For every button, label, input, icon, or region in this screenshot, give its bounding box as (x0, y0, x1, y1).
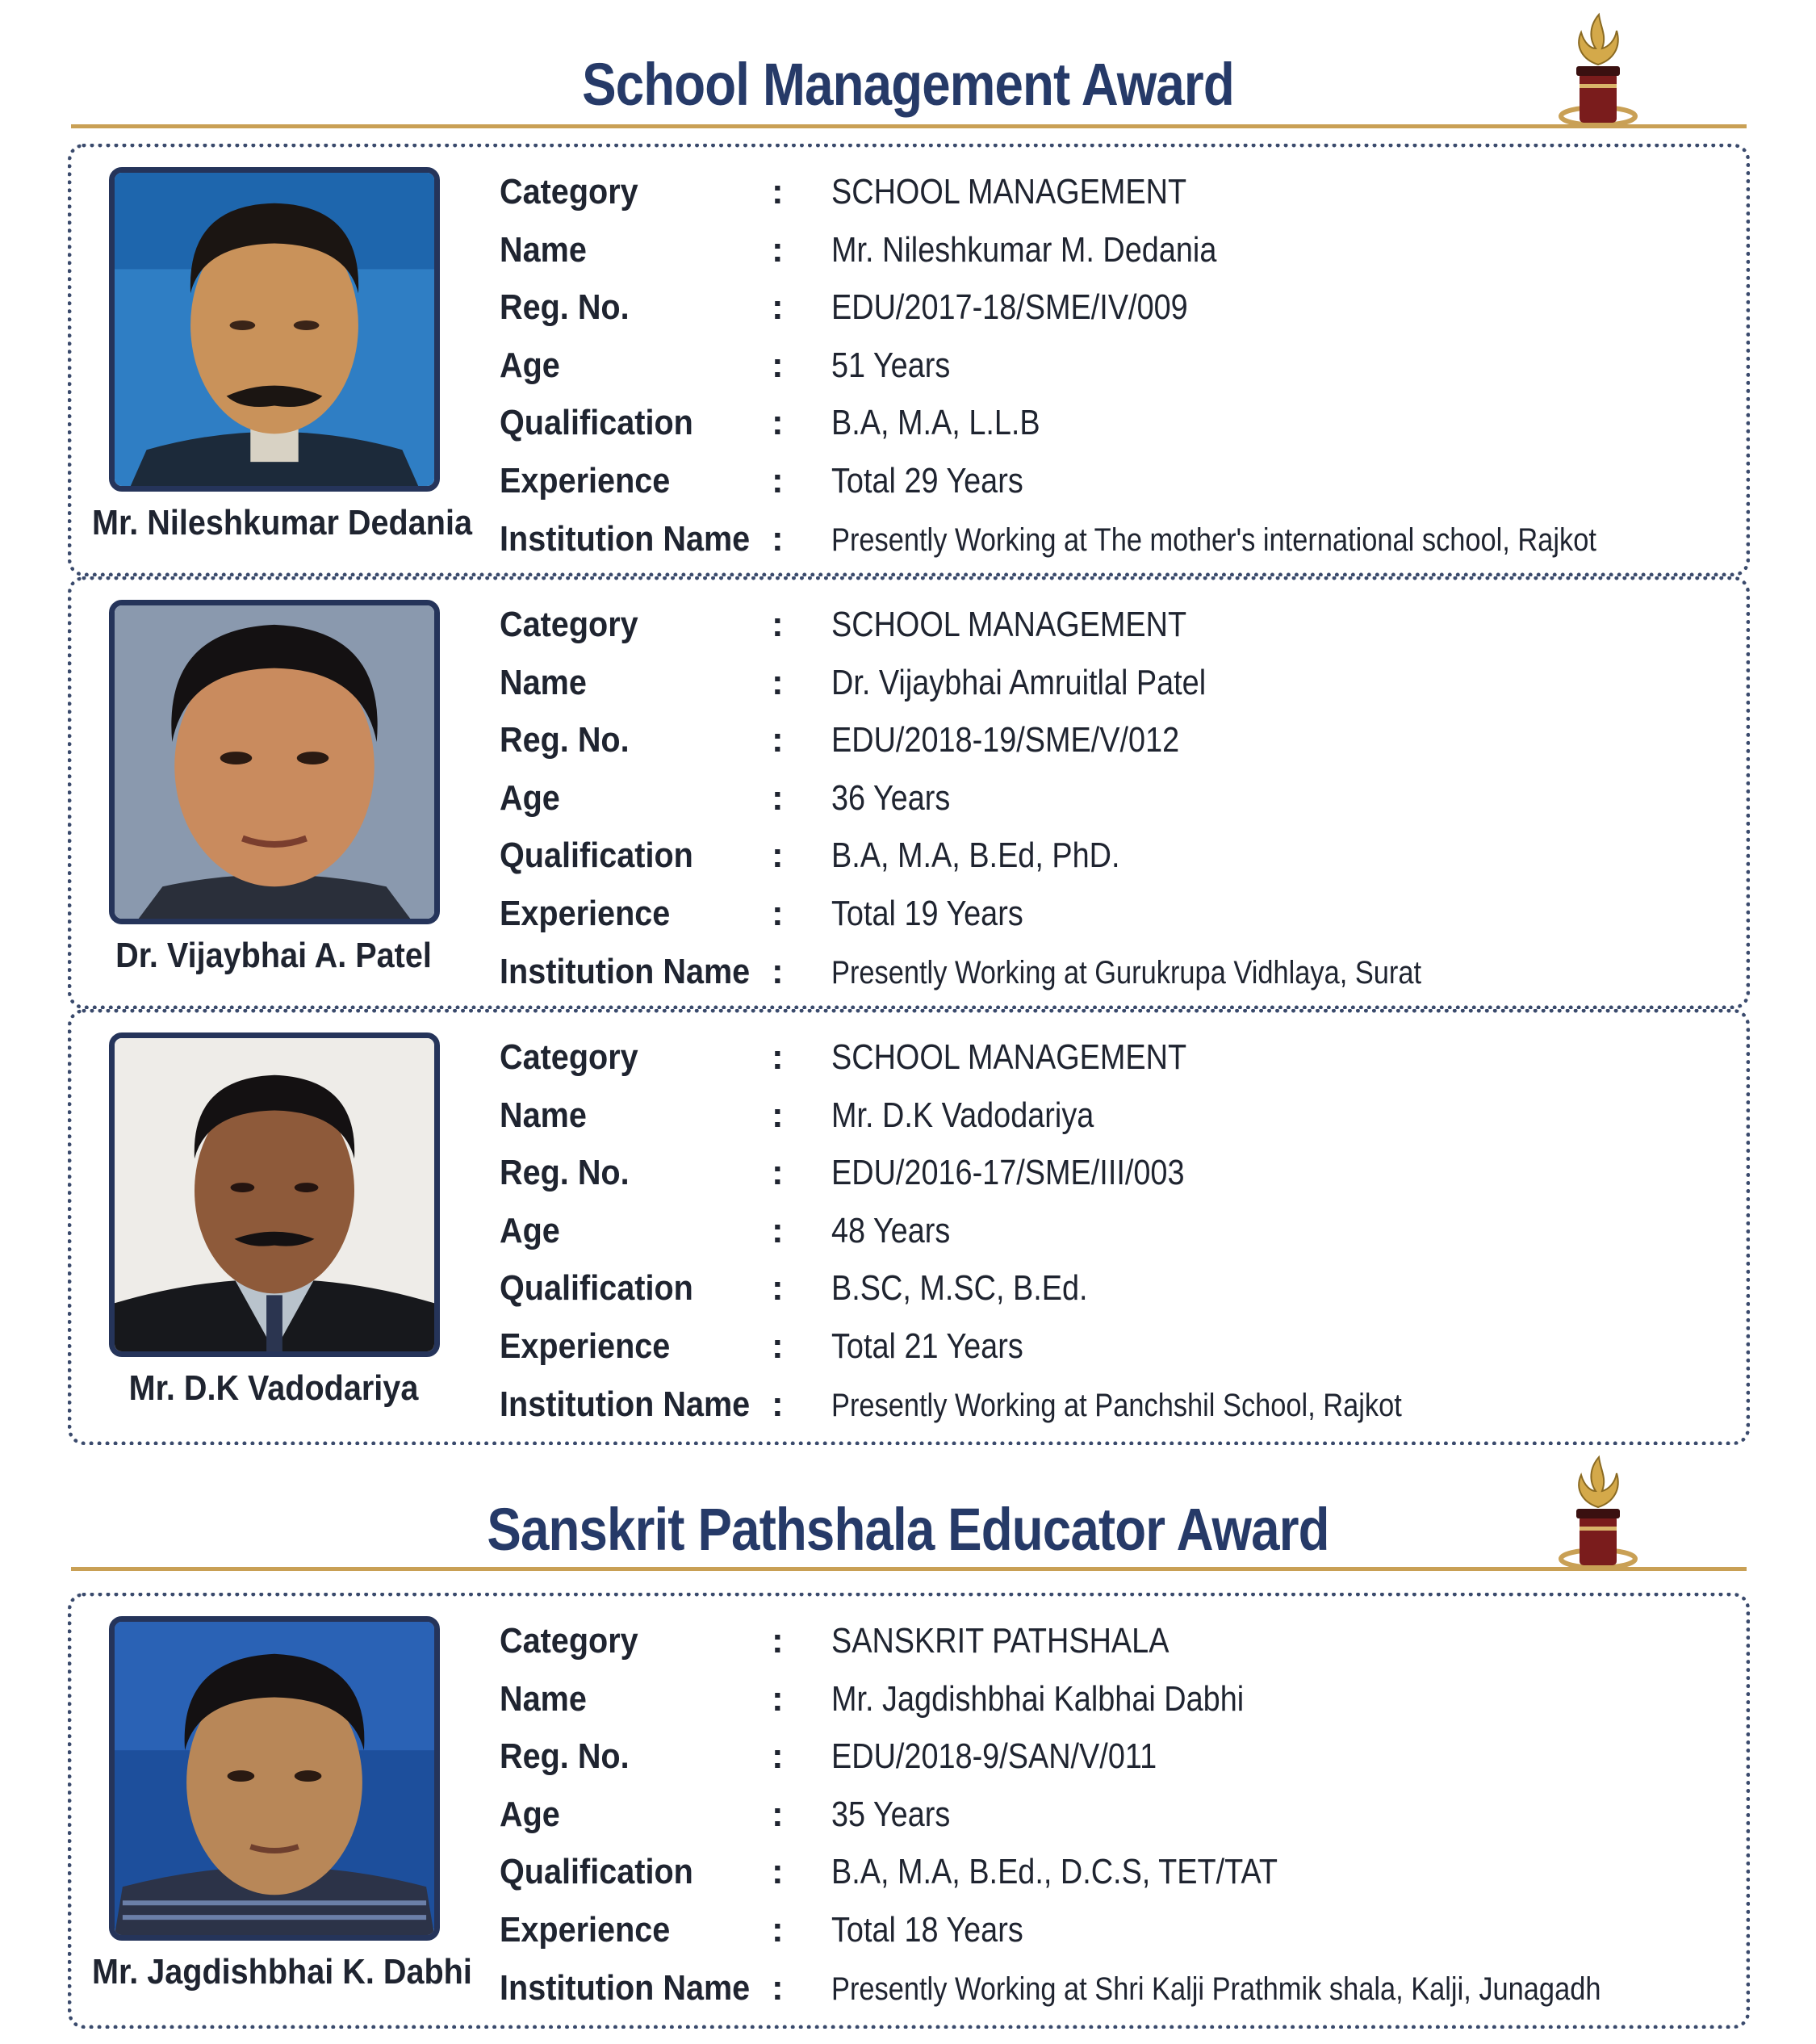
details-list (500, 165, 1734, 570)
field-separator: : (772, 1852, 784, 1892)
detail-row (500, 454, 1734, 513)
portrait-photo (109, 1032, 440, 1357)
section-title: Sanskrit Pathshala Educator Award (487, 1496, 1329, 1563)
awardee-caption: Mr. Jagdishbhai K. Dabhi (92, 1952, 472, 1992)
detail-row (500, 1146, 1734, 1204)
detail-row (500, 1673, 1734, 1731)
award-card (68, 144, 1750, 576)
field-separator: : (772, 1326, 784, 1366)
field-value: Total 29 Years (831, 460, 1023, 501)
detail-row (500, 1204, 1734, 1263)
field-separator: : (772, 1909, 784, 1950)
field-label: Age (500, 345, 560, 385)
field-label: Experience (500, 460, 671, 501)
field-value: Mr. Jagdishbhai Kalbhai Dabhi (831, 1678, 1245, 1719)
field-label: Qualification (500, 1268, 693, 1309)
field-label: Name (500, 1095, 587, 1135)
field-value: B.SC, M.SC, B.Ed. (831, 1268, 1088, 1309)
detail-row (500, 887, 1734, 945)
detail-row (500, 513, 1734, 571)
detail-row (500, 396, 1734, 454)
field-separator: : (772, 605, 784, 644)
field-label: Age (500, 1210, 560, 1250)
field-value: Mr. Nileshkumar M. Dedania (831, 229, 1217, 270)
award-card (68, 576, 1750, 1009)
field-separator: : (772, 777, 784, 818)
field-label: Reg. No. (500, 1736, 630, 1777)
field-separator: : (772, 1967, 784, 2008)
details-list (500, 1615, 1734, 2019)
field-label: Name (500, 662, 587, 702)
field-label: Name (500, 1678, 587, 1719)
field-label: Reg. No. (500, 287, 630, 328)
detail-row (500, 339, 1734, 397)
field-value: EDU/2017-18/SME/IV/009 (831, 287, 1188, 328)
detail-row (500, 714, 1734, 772)
detail-row (500, 1262, 1734, 1320)
field-separator: : (772, 1736, 784, 1777)
detail-row (500, 1378, 1734, 1436)
field-separator: : (772, 951, 784, 991)
awardee-caption: Dr. Vijaybhai A. Patel (115, 936, 432, 975)
portrait-photo (109, 167, 440, 492)
field-separator: : (772, 1210, 784, 1250)
field-label: Category (500, 605, 638, 644)
details-list (500, 598, 1734, 1003)
field-value: 51 Years (831, 345, 951, 385)
field-label: Institution Name (500, 951, 751, 991)
field-label: Category (500, 1037, 638, 1077)
field-label: Institution Name (500, 518, 751, 559)
award-card (68, 1593, 1750, 2029)
field-value: Presently Working at The mother's international school, Rajkot (831, 521, 1596, 558)
detail-row (500, 945, 1734, 1003)
field-label: Institution Name (500, 1967, 751, 2008)
detail-row (500, 1788, 1734, 1846)
detail-row (500, 1904, 1734, 1962)
field-value: Presently Working at Gurukrupa Vidhlaya, Surat (831, 954, 1422, 991)
detail-row (500, 1320, 1734, 1378)
field-label: Qualification (500, 1852, 693, 1892)
field-label: Qualification (500, 403, 693, 443)
field-label: Institution Name (500, 1384, 751, 1424)
portrait-photo (109, 1616, 440, 1941)
field-label: Category (500, 1621, 638, 1661)
field-separator: : (772, 345, 784, 385)
field-separator: : (772, 1153, 784, 1193)
detail-row (500, 1031, 1734, 1089)
field-value: Total 18 Years (831, 1909, 1023, 1950)
field-separator: : (772, 403, 784, 443)
field-value: B.A, M.A, L.L.B (831, 403, 1040, 443)
field-value: Presently Working at Shri Kalji Prathmik shala, Kalji, Junagadh (831, 1971, 1601, 2007)
awardee-caption: Mr. Nileshkumar Dedania (92, 503, 472, 542)
field-value: B.A, M.A, B.Ed., D.C.S, TET/TAT (831, 1852, 1278, 1892)
field-label: Reg. No. (500, 1153, 630, 1193)
field-label: Experience (500, 1909, 671, 1950)
field-value: EDU/2018-19/SME/V/012 (831, 720, 1180, 760)
field-label: Reg. No. (500, 720, 630, 760)
field-separator: : (772, 1268, 784, 1309)
field-value: 48 Years (831, 1210, 951, 1250)
field-label: Experience (500, 893, 671, 933)
field-value: 35 Years (831, 1794, 951, 1834)
detail-row (500, 1730, 1734, 1788)
field-separator: : (772, 720, 784, 760)
detail-row (500, 829, 1734, 887)
field-value: SCHOOL MANAGEMENT (831, 1037, 1187, 1077)
field-separator: : (772, 460, 784, 501)
detail-row (500, 281, 1734, 339)
field-separator: : (772, 1621, 784, 1661)
field-value: Dr. Vijaybhai Amruitlal Patel (831, 662, 1207, 702)
field-separator: : (772, 287, 784, 328)
field-label: Category (500, 172, 638, 212)
detail-row (500, 1962, 1734, 2020)
detail-row (500, 1615, 1734, 1673)
detail-row (500, 224, 1734, 282)
field-value: EDU/2016-17/SME/III/003 (831, 1153, 1185, 1193)
field-label: Age (500, 1794, 560, 1834)
field-separator: : (772, 1678, 784, 1719)
details-list (500, 1031, 1734, 1435)
field-separator: : (772, 229, 784, 270)
field-separator: : (772, 172, 784, 212)
trophy-icon (1554, 6, 1642, 128)
field-separator: : (772, 893, 784, 933)
field-value: SCHOOL MANAGEMENT (831, 172, 1187, 212)
portrait-photo (109, 600, 440, 924)
detail-row (500, 1845, 1734, 1904)
field-separator: : (772, 836, 784, 876)
field-separator: : (772, 1384, 784, 1424)
field-value: Presently Working at Panchshil School, Rajkot (831, 1387, 1402, 1423)
field-value: EDU/2018-9/SAN/V/011 (831, 1736, 1157, 1777)
field-value: SCHOOL MANAGEMENT (831, 605, 1187, 644)
awardee-caption: Mr. D.K Vadodariya (128, 1368, 419, 1408)
title-underline (71, 1567, 1747, 1571)
award-card (68, 1009, 1750, 1445)
field-label: Name (500, 229, 587, 270)
field-value: Total 21 Years (831, 1326, 1023, 1366)
field-label: Age (500, 777, 560, 818)
field-separator: : (772, 518, 784, 559)
field-value: SANSKRIT PATHSHALA (831, 1621, 1170, 1661)
title-underline (71, 124, 1747, 128)
detail-row (500, 165, 1734, 224)
detail-row (500, 598, 1734, 656)
section-title: School Management Award (582, 51, 1234, 118)
field-separator: : (772, 662, 784, 702)
field-label: Qualification (500, 836, 693, 876)
detail-row (500, 656, 1734, 714)
field-separator: : (772, 1794, 784, 1834)
field-value: 36 Years (831, 777, 951, 818)
field-value: B.A, M.A, B.Ed, PhD. (831, 836, 1120, 876)
field-separator: : (772, 1037, 784, 1077)
detail-row (500, 1089, 1734, 1147)
detail-row (500, 772, 1734, 830)
field-label: Experience (500, 1326, 671, 1366)
field-separator: : (772, 1095, 784, 1135)
field-value: Mr. D.K Vadodariya (831, 1095, 1094, 1135)
field-value: Total 19 Years (831, 893, 1023, 933)
